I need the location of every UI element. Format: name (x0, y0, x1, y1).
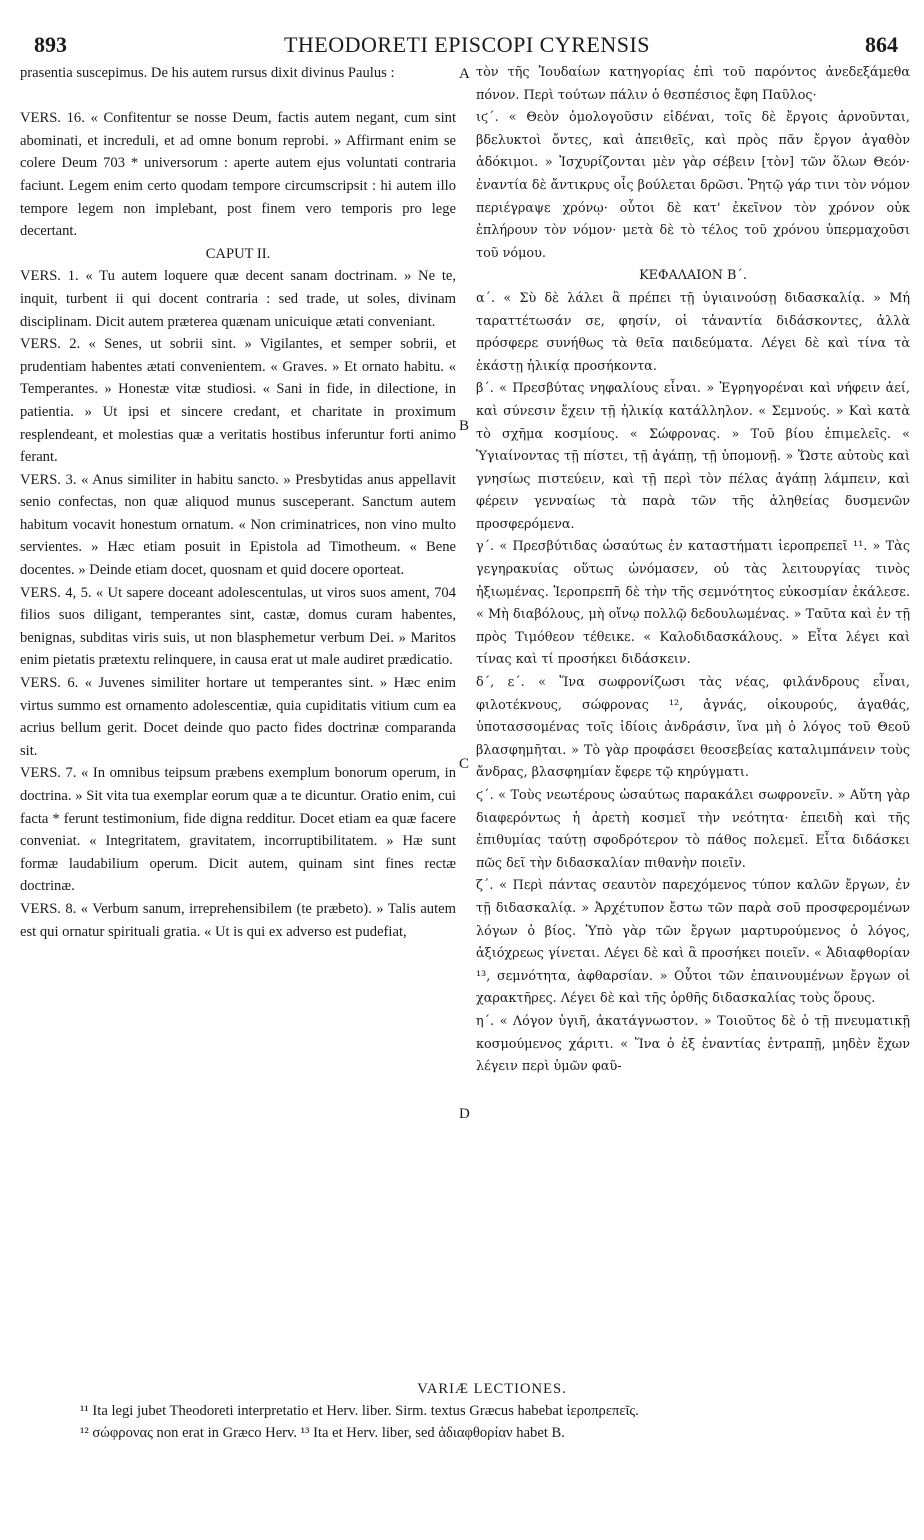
variae-title: VARIÆ LECTIONES. (417, 1381, 567, 1397)
greek-paragraph: ιϛ΄. « Θεὸν ὁμολογοῦσιν εἰδέναι, τοῖς δὲ ἔργοις ἀρνοῦνται, βδελυκτοὶ ὄντες, καὶ ἀπειθεῖς, καὶ πρὸς πᾶν ἔργον ἀγαθὸν ἀδόκιμοι. » Ἰσχυρίζονται μὲν γὰρ σέβειν [τὸν] τῶν ὅλων Θεόν· ἐναντία δὲ ἄντικρυς οἷς βούλεται δρῶσι. Ῥητῷ γάρ τινι τὸν νόμον περιέγραψε χρόνῳ· οὗτοι δὲ κατ' ἐκεῖνον τὸν χρόνον οὐκ ἐπλήρουν τὸν νόμον· μετὰ δὲ τὸ τέλος τοῦ χρόνου ὑπερμαχοῦσι τοῦ νόμου. (476, 110, 910, 261)
variant-note: ¹¹ Ita legi jubet Theodoreti interpretatio et Herv. liber. Sirm. textus Græcus habebat ἱεροπρεπεῖς. (80, 1403, 639, 1419)
latin-paragraph: VERS. 16. « Confitentur se nosse Deum, factis autem negant, cum sint abominati, et increduli, et ad omne bonum reprobi. » Affirmant enim se colere Deum 703 * universorum : aperte autem ejus voluntati contraria faciunt. Legem enim certo quodam tempore circumscripsit : hi autem illo tempore legem non implebant, post finem vero temporis pro lege decertant. (20, 110, 456, 240)
greek-paragraph: ζ΄. « Περὶ πάντας σεαυτὸν παρεχόμενος τύπον καλῶν ἔργων, ἐν τῇ διδασκαλίᾳ. » Ἀρχέτυπον ἔστω τῶν παρὰ σοῦ προσφερομένων λόγων ὁ βίος. Ὑπὸ γὰρ τῶν ἔργων μαρτυρούμενος ὁ λόγος, ἀξιόχρεως γίνεται. Λέγει δὲ καὶ ἃ προσήκει ποιεῖν. « Ἀδιαφθορίαν ¹³, σεμνότητα, ἀφθαρσίαν. » Οὗτοι τῶν ἐπαινουμένων ἔργων οἱ χαρακτῆρες. Λέγει δὲ καὶ τῆς ὀρθῆς διδασκαλίας τοὺς ὅρους. (476, 878, 910, 1007)
page-number-right: 864 (865, 32, 898, 57)
latin-paragraph: VERS. 3. « Anus similiter in habitu sancto. » Presbytidas anus appellavit senio confectas, non quæ aliquod munus susceperant. Sanctum autem habitum vocavit honestum ornatum. « Non criminatrices, non vino multo servientes. » Hæc etiam posuit in Epistola ad Timotheum. « Bene docentes. » Deinde etiam docet, quosnam et quid docere oporteat. (20, 471, 456, 579)
latin-paragraph: VERS. 1. « Tu autem loquere quæ decent sanam doctrinam. » Ne te, inquit, turbent ii qui docent contraria : sed trade, ut soles, divinam disciplinam. Dicit autem præterea quænam unicuique ætati conveniant. (20, 268, 456, 330)
chapter-heading-latin: CAPUT II. (205, 245, 271, 262)
margin-marker-c: C (459, 756, 470, 772)
greek-paragraph: γ΄. « Πρεσβύτιδας ὡσαύτως ἐν καταστήματι ἱεροπρεπεῖ ¹¹. » Τὰς γεγηρακυίας οὕτως ὠνόμασεν, οὐ τὰς λειτουργίας τινὸς ἠξιωμένας. Ἱεροπρεπῆ δὲ τὴν τῆς σεμνότητος εὐκοσμίαν ἐκάλεσε. « Μὴ διαβόλους, μὴ οἴνῳ πολλῷ δεδουλωμένας. » Ταῦτα καὶ ἐν τῇ πρὸς Τιμόθεον τέθεικε. « Καλοδιδασκάλους. » Εἶτα λέγει καὶ τίνας καὶ τί προσήκει διδάσκειν. (476, 539, 910, 668)
latin-paragraph: VERS. 6. « Juvenes similiter hortare ut temperantes sint. » Hæc enim virtus summo est ornamento adolescentiæ, quia cupiditatis vitium cum ea acrius bellum gerit. Docet deinde quo pacto fides doctrinæ comparanda sit. (20, 675, 456, 759)
paragraph-gap (20, 85, 456, 108)
latin-paragraph: VERS. 7. « In omnibus teipsum præbens exemplum bonorum operum, in doctrina. » Sit vita tua exemplar eorum quæ a te dicuntur. Oratio enim, cui facta * ferunt testimonium, fide digna redditur. Docet etiam ea quæ facere conveniat. « Integritatem, gravitatem, incorruptibilitatem. » Hæ sunt formæ laudabilium operum. Dicit autem, quinam sint fines rectæ doctrinæ. (20, 765, 456, 895)
greek-paragraph: τὸν τῆς Ἰουδαίων κατηγορίας ἐπὶ τοῦ παρόντος ἀνεδεξάμεθα πόνον. Περὶ τούτων πάλιν ὁ θεσπέσιος ἔφη Παῦλος· (476, 65, 910, 103)
latin-paragraph: prasentia suscepimus. De his autem rursus dixit divinus Paulus : (20, 65, 395, 81)
greek-paragraph: β΄. « Πρεσβύτας νηφαλίους εἶναι. » Ἐγρηγορέναι καὶ νήφειν ἀεί, καὶ σύνεσιν ἔχειν τῇ ἡλικίᾳ κατάλληλον. « Σεμνούς. » Καὶ κατὰ τὸ σχῆμα κοσμίους. « Σώφρονας. » Τοῦ βίου ἐπιμελεῖς. « Ὑγιαίνοντας τῇ πίστει, τῇ ἀγάπῃ, τῇ ὑπομονῇ. » Ὥστε αὐτοὺς καὶ γνησίως πιστεύειν, καὶ τῇ περὶ τὸν πέλας ἀγάπῃ λάμπειν, καὶ φέρειν γενναίως τὰ παρὰ τῶν τῆς ἀληθείας δυσμενῶν προσφερόμενα. (476, 381, 910, 532)
greek-column (476, 62, 910, 1079)
margin-marker-d: D (459, 1106, 470, 1122)
margin-marker-a: A (459, 66, 470, 82)
running-title: THEODORETI EPISCOPI CYRENSIS (283, 32, 651, 57)
latin-paragraph: VERS. 2. « Senes, ut sobrii sint. » Vigilantes, et semper sobrii, et prudentiam habentes ætati convenientem. « Graves. » Et ornato habitu. « Temperantes. » Honestæ vitæ studiosi. « Sani in fide, in dilectione, in patientia. » Ut ipsi et sincere credant, et charitate in proximum resplendeant, et molestias quæ a veritatis hostibus inferuntur forti animo ferant. (20, 336, 456, 466)
greek-paragraph: α΄. « Σὺ δὲ λάλει ἃ πρέπει τῇ ὑγιαινούσῃ διδασκαλίᾳ. » Μή ταραττέτωσάν σε, φησίν, οἱ τἀναντία διδάσκοντες, ἀλλὰ πρόσφερε συνήθως τὰ θεῖα παιδεύματα. Λέγει δὲ καὶ τίνα τὰ ἑκάστῃ ἡλικίᾳ προσήκοντα. (476, 290, 910, 374)
greek-paragraph: δ΄, ε΄. « Ἵνα σωφρονίζωσι τὰς νέας, φιλάνδρους εἶναι, φιλοτέκνους, σώφρονας ¹², ἁγνάς, οἰκουρούς, ἀγαθάς, ὑποτασσομένας τοῖς ἰδίοις ἀνδράσιν, ἵνα μὴ ὁ λόγος τοῦ Θεοῦ βλασφημῆται. » Τὸ γὰρ προφάσει θεοσεβείας καταλιμπάνειν τοὺς ἄνδρας, βλασφημίαν ἔφερε τῷ κηρύγματι. (476, 675, 910, 781)
greek-paragraph: η΄. « Λόγον ὑγιῆ, ἀκατάγνωστον. » Τοιοῦτος δὲ ὁ τῇ πνευματικῇ κοσμούμενος χάριτι. « Ἵνα ὁ ἐξ ἐναντίας ἐντραπῇ, μηδὲν ἔχων λέγειν περὶ ὑμῶν φαῦ- (476, 1013, 910, 1075)
page-header (28, 32, 906, 62)
latin-paragraph: VERS. 4, 5. « Ut sapere doceant adolescentulas, ut viros suos ament, 704 filios suos diligant, temperantes sint, castæ, domus curam habentes, benignas, subditas viris suis, ut non blasphemetur verbum Dei. » Maritos enim pietatis prætextu relinquere, in causa erat ut male audiret prædicatio. (20, 584, 456, 669)
page-number-left: 893 (34, 32, 67, 57)
latin-column (20, 62, 456, 943)
latin-paragraph: VERS. 8. « Verbum sanum, irreprehensibilem (te præbeto). » Talis autem est qui ornatur spirituali gratia. « Ut is qui ex adverso est pudefiat, (20, 900, 456, 940)
greek-paragraph: ϛ΄. « Τοὺς νεωτέρους ὡσαύτως παρακάλει σωφρονεῖν. » Αὕτη γὰρ διαφερόντως ἡ ἀρετὴ κοσμεῖ τὴν νεότητα· ἐπειδὴ καὶ τῆς ἐπιθυμίας ταύτῃ σφοδρότερον τὸ πάθος πολεμεῖ. Εἶτα διδάσκει πῶς δεῖ τὴν διδασκαλίαν πιθανὴν ποιεῖν. (476, 788, 910, 871)
margin-marker-b: B (459, 418, 470, 434)
chapter-heading-greek: ΚΕΦΑΛΑΙΟΝ Β΄. (639, 268, 747, 284)
variant-note: ¹² σώφρονας non erat in Græco Herv. ¹³ Ita et Herv. liber, sed ἀδιαφθορίαν habet B. (80, 1425, 565, 1441)
variae-lectiones (20, 1378, 904, 1444)
